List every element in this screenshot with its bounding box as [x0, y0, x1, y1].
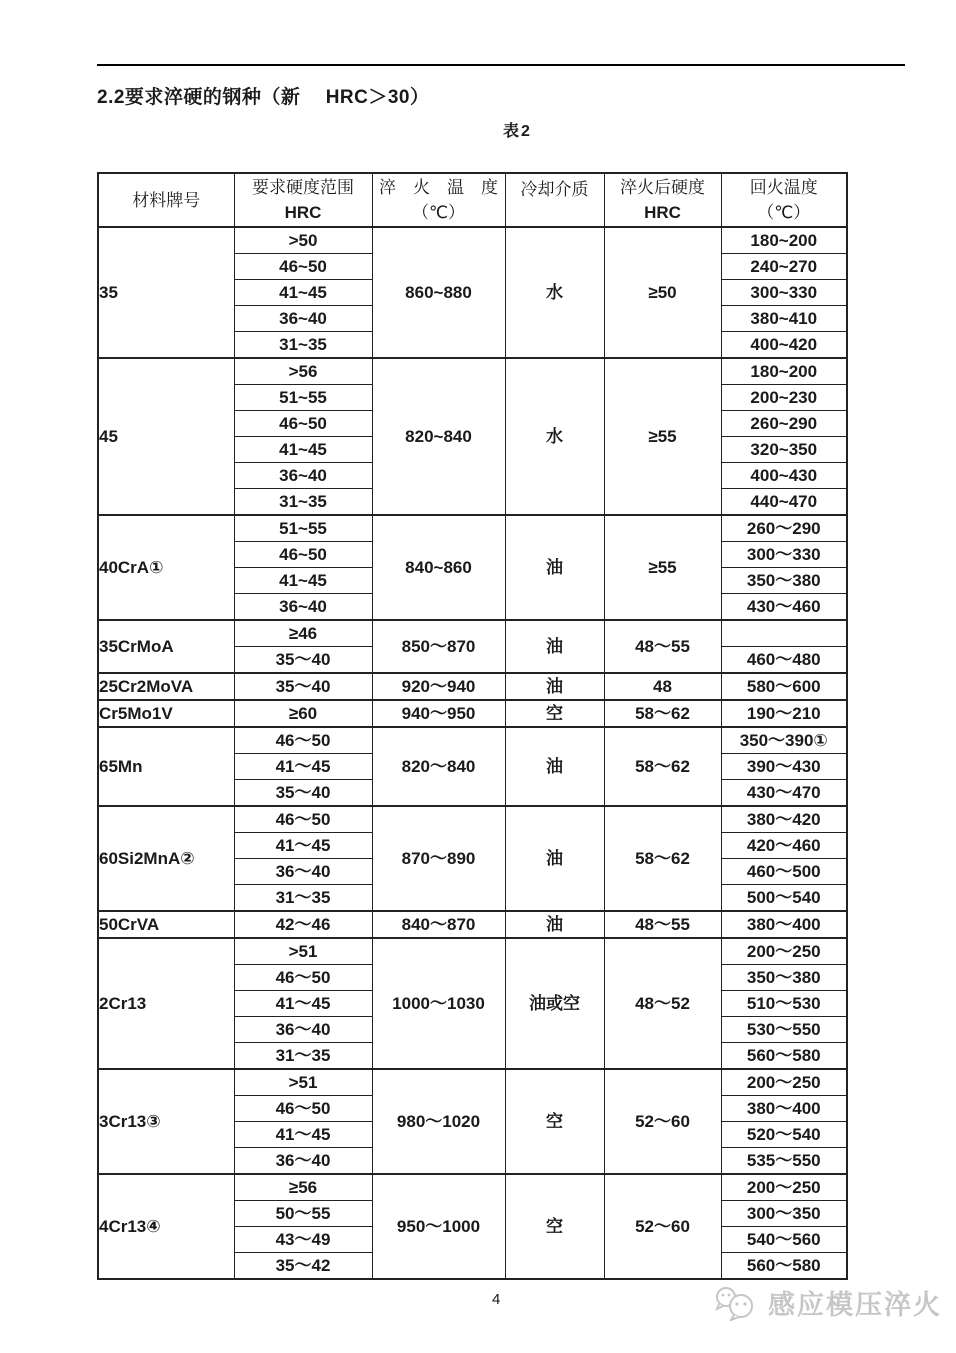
hardness-range-cell: ≥46 — [234, 620, 372, 647]
quench-temp-cell: 1000～1030 — [372, 938, 505, 1069]
temper-temp-cell: 200～250 — [721, 1174, 847, 1201]
material-cell: 3Cr13③ — [98, 1069, 234, 1174]
hardness-range-cell: 41~45 — [234, 437, 372, 463]
material-cell: 25Cr2MoVA — [98, 673, 234, 700]
table-row — [98, 727, 847, 754]
temper-temp-cell: 560～580 — [721, 1043, 847, 1070]
after-hardness-cell: 58～62 — [604, 806, 721, 911]
hardness-range-cell: 41~45 — [234, 568, 372, 594]
hardness-range-cell: >51 — [234, 938, 372, 965]
col-header-cooling-medium-label: 冷却介质 — [520, 180, 589, 199]
temper-temp-cell: 190～210 — [721, 700, 847, 727]
col-header-quench-temp-unit: （℃） — [411, 203, 466, 222]
hardness-range-cell: 36~40 — [234, 594, 372, 621]
hardness-range-cell: 35～40 — [234, 647, 372, 674]
table-row — [98, 358, 847, 385]
temper-temp-cell: 420～460 — [721, 833, 847, 859]
after-hardness-cell: 48～52 — [604, 938, 721, 1069]
hardness-range-cell: ≥60 — [234, 700, 372, 727]
cooling-medium-cell: 空 — [505, 700, 604, 727]
hardness-range-cell: 36～40 — [234, 859, 372, 885]
hardness-range-cell: 51~55 — [234, 515, 372, 542]
col-header-temper-temp-unit: （℃） — [757, 203, 811, 222]
temper-temp-cell: 400~420 — [721, 332, 847, 359]
table-row — [98, 938, 847, 965]
hardness-range-cell: 31～35 — [234, 885, 372, 912]
quench-temp-cell: 860~880 — [372, 227, 505, 358]
temper-temp-cell: 580～600 — [721, 673, 847, 700]
col-header-hardness-range-label: 要求硬度范围 — [252, 178, 354, 197]
material-cell: 2Cr13 — [98, 938, 234, 1069]
after-hardness-cell: 48 — [604, 673, 721, 700]
page-number: 4 — [492, 1291, 501, 1308]
cooling-medium-cell: 空 — [505, 1174, 604, 1279]
quench-temp-cell: 840～870 — [372, 911, 505, 938]
hardness-range-cell: 51~55 — [234, 385, 372, 411]
cooling-medium-cell: 油 — [505, 911, 604, 938]
table-row — [98, 1174, 847, 1201]
cooling-medium-cell: 空 — [505, 1069, 604, 1174]
temper-temp-cell: 520～540 — [721, 1122, 847, 1148]
cooling-medium-cell: 水 — [505, 358, 604, 515]
temper-temp-cell: 430～470 — [721, 780, 847, 807]
table-row — [98, 620, 847, 647]
temper-temp-cell: 540～560 — [721, 1227, 847, 1253]
quench-temp-cell: 950～1000 — [372, 1174, 505, 1279]
table-row — [98, 911, 847, 938]
temper-temp-cell: 400~430 — [721, 463, 847, 489]
col-header-temper-temp-label: 回火温度 — [749, 178, 818, 197]
cooling-medium-cell: 油 — [505, 620, 604, 673]
table-row — [98, 806, 847, 833]
temper-temp-cell: 390～430 — [721, 754, 847, 780]
quench-temp-cell: 840~860 — [372, 515, 505, 620]
temper-temp-cell: 430～460 — [721, 594, 847, 621]
cooling-medium-cell: 水 — [505, 227, 604, 358]
after-hardness-cell: ≥55 — [604, 358, 721, 515]
col-header-after-hardness-label: 淬火后硬度 — [620, 178, 705, 197]
temper-temp-cell: 240~270 — [721, 254, 847, 280]
hardness-range-cell: 31～35 — [234, 1043, 372, 1070]
material-cell: Cr5Mo1V — [98, 700, 234, 727]
col-header-quench-temp-label: 淬 火 温 度 — [379, 178, 498, 197]
after-hardness-cell: 48～55 — [604, 911, 721, 938]
hardness-range-cell: 31~35 — [234, 332, 372, 359]
after-hardness-cell: 58～62 — [604, 700, 721, 727]
hardness-range-cell: >51 — [234, 1069, 372, 1096]
hardness-range-cell: 36~40 — [234, 306, 372, 332]
temper-temp-cell: 180~200 — [721, 358, 847, 385]
temper-temp-cell: 300～330 — [721, 542, 847, 568]
col-header-after-hardness-unit: HRC — [644, 203, 681, 222]
temper-temp-cell: 260~290 — [721, 411, 847, 437]
material-cell: 35CrMoA — [98, 620, 234, 673]
quench-temp-cell: 870～890 — [372, 806, 505, 911]
hardness-range-cell: ≥56 — [234, 1174, 372, 1201]
hardness-range-cell: 46~50 — [234, 411, 372, 437]
table-body — [98, 227, 847, 1279]
hardness-range-cell: 36～40 — [234, 1148, 372, 1175]
material-cell: 35 — [98, 227, 234, 358]
hardness-range-cell: 36～40 — [234, 1017, 372, 1043]
material-cell: 65Mn — [98, 727, 234, 806]
hardness-range-cell: 42～46 — [234, 911, 372, 938]
temper-temp-cell: 260～290 — [721, 515, 847, 542]
temper-temp-cell: 460～500 — [721, 859, 847, 885]
temper-temp-cell: 350～380 — [721, 568, 847, 594]
hardness-range-cell: 46~50 — [234, 542, 372, 568]
table-caption: 表2 — [503, 123, 532, 140]
hardness-range-cell: 46～50 — [234, 727, 372, 754]
after-hardness-cell: 52～60 — [604, 1174, 721, 1279]
hardness-range-cell: 35～42 — [234, 1253, 372, 1280]
material-cell: 4Cr13④ — [98, 1174, 234, 1279]
table-row — [98, 700, 847, 727]
steel-hardening-table — [97, 172, 848, 1280]
table-row — [98, 515, 847, 542]
temper-temp-cell — [721, 620, 847, 647]
hardness-range-cell: 46～50 — [234, 1096, 372, 1122]
col-header-hardness-range — [234, 173, 372, 227]
temper-temp-cell: 200～250 — [721, 938, 847, 965]
table-row — [98, 1069, 847, 1096]
col-header-temper-temp — [721, 173, 847, 227]
hardness-range-cell: 31~35 — [234, 489, 372, 516]
hardness-range-cell: 35～40 — [234, 780, 372, 807]
after-hardness-cell: 58～62 — [604, 727, 721, 806]
header-row — [98, 173, 847, 227]
quench-temp-cell: 940～950 — [372, 700, 505, 727]
col-header-after-hardness — [604, 173, 721, 227]
temper-temp-cell: 180~200 — [721, 227, 847, 254]
material-cell: 45 — [98, 358, 234, 515]
temper-temp-cell: 300~330 — [721, 280, 847, 306]
hardness-range-cell: 46～50 — [234, 806, 372, 833]
material-cell: 60Si2MnA② — [98, 806, 234, 911]
material-cell: 40CrA① — [98, 515, 234, 620]
hardness-range-cell: 43～49 — [234, 1227, 372, 1253]
cooling-medium-cell: 油 — [505, 806, 604, 911]
temper-temp-cell: 350～390① — [721, 727, 847, 754]
watermark — [714, 1283, 942, 1322]
temper-temp-cell: 350～380 — [721, 965, 847, 991]
hardness-range-cell: >50 — [234, 227, 372, 254]
hardness-range-cell: 50～55 — [234, 1201, 372, 1227]
temper-temp-cell: 460～480 — [721, 647, 847, 674]
temper-temp-cell: 510～530 — [721, 991, 847, 1017]
cooling-medium-cell: 油 — [505, 727, 604, 806]
col-header-quench-temp — [372, 173, 505, 227]
hardness-range-cell: >56 — [234, 358, 372, 385]
hardness-range-cell: 41～45 — [234, 754, 372, 780]
temper-temp-cell: 440~470 — [721, 489, 847, 516]
quench-temp-cell: 820~840 — [372, 358, 505, 515]
material-cell: 50CrVA — [98, 911, 234, 938]
cooling-medium-cell: 油 — [505, 673, 604, 700]
hardness-range-cell: 41~45 — [234, 280, 372, 306]
temper-temp-cell: 320~350 — [721, 437, 847, 463]
quench-temp-cell: 980～1020 — [372, 1069, 505, 1174]
temper-temp-cell: 530～550 — [721, 1017, 847, 1043]
table-row — [98, 227, 847, 254]
hardness-range-cell: 41～45 — [234, 1122, 372, 1148]
after-hardness-cell: ≥50 — [604, 227, 721, 358]
cooling-medium-cell: 油 — [505, 515, 604, 620]
hardness-range-cell: 41～45 — [234, 833, 372, 859]
col-header-material — [98, 173, 234, 227]
temper-temp-cell: 380～400 — [721, 911, 847, 938]
hardness-range-cell: 36~40 — [234, 463, 372, 489]
hardness-range-cell: 46～50 — [234, 965, 372, 991]
quench-temp-cell: 850～870 — [372, 620, 505, 673]
watermark-text: 感应模压淬火 — [768, 1290, 942, 1320]
col-header-material-label: 材料牌号 — [132, 190, 201, 210]
temper-temp-cell: 380~410 — [721, 306, 847, 332]
temper-temp-cell: 560～580 — [721, 1253, 847, 1280]
after-hardness-cell: 52～60 — [604, 1069, 721, 1174]
quench-temp-cell: 920～940 — [372, 673, 505, 700]
page-header-rule — [97, 64, 905, 66]
hardness-range-cell: 35～40 — [234, 673, 372, 700]
hardness-range-cell: 41～45 — [234, 991, 372, 1017]
section-title: 2.2要求淬硬的钢种（新 HRC＞30） — [97, 87, 430, 108]
temper-temp-cell: 200~230 — [721, 385, 847, 411]
hardness-range-cell: 46~50 — [234, 254, 372, 280]
cooling-medium-cell: 油或空 — [505, 938, 604, 1069]
temper-temp-cell: 380～420 — [721, 806, 847, 833]
temper-temp-cell: 380～400 — [721, 1096, 847, 1122]
temper-temp-cell: 200～250 — [721, 1069, 847, 1096]
col-header-cooling-medium — [505, 173, 604, 227]
after-hardness-cell: ≥55 — [604, 515, 721, 620]
temper-temp-cell: 300～350 — [721, 1201, 847, 1227]
after-hardness-cell: 48～55 — [604, 620, 721, 673]
col-header-hardness-range-unit: HRC — [284, 203, 322, 222]
table-row — [98, 673, 847, 700]
temper-temp-cell: 535～550 — [721, 1148, 847, 1175]
chat-bubbles-icon — [714, 1285, 760, 1321]
temper-temp-cell: 500～540 — [721, 885, 847, 912]
quench-temp-cell: 820～840 — [372, 727, 505, 806]
